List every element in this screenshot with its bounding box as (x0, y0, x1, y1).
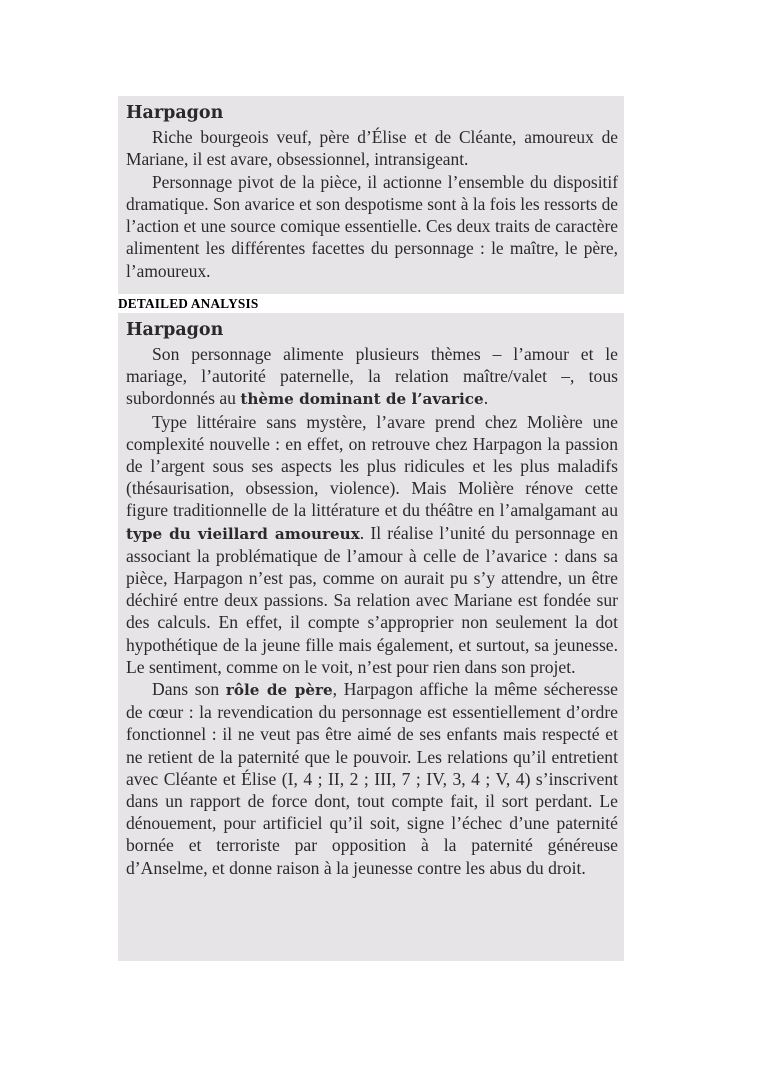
analysis-paragraph-1 (126, 343, 618, 411)
bold-phrase: thème dominant de l’avarice (240, 390, 484, 409)
character-heading: Harpagon (126, 320, 224, 340)
paragraph-text: Type littéraire sans mystère, l’avare prend chez Molière une complexité nouvelle : en effet, on retrouve chez Harpagon la passion de l’argent sous ses aspects les plus ridicules et les plus maladifs (thésaurisation, obsession, violence). Mais Molière rénove cette figure traditionnelle de la littérature et du théâtre en l’amalgamant au (126, 411, 618, 521)
analysis-paragraph-2 (126, 411, 618, 678)
paragraph-text: . (483, 388, 489, 409)
paragraph-text: . Il réalise l’unité du personnage en associant la problématique de l’amour à celle de l’avarice : dans sa pièce, Harpagon n’est pas, comme on aurait pu s’y attendre, un être déchiré entre deux passions. Sa relation avec Mariane est fondée sur des calculs. En effet, il compte s’approprier non seulement la dot hypothétique de la jeune fille mais également, et surtout, sa jeunesse. Le sentiment, comme on le voit, n’est pour rien dans son projet. (126, 522, 618, 677)
scanned-excerpt-summary (118, 96, 624, 294)
bold-phrase: type du vieillard amoureux (126, 524, 360, 543)
scanned-excerpt-analysis (118, 313, 624, 961)
analysis-paragraph-3 (126, 678, 618, 879)
paragraph-text: Son personnage alimente plusieurs thèmes – l’amour et le mariage, l’autorité paternelle, la relation maître/valet –, tous subordonnés au (126, 344, 618, 409)
section-caption: DETAILED ANALYSIS (118, 296, 259, 311)
paragraph-text: Dans son (152, 679, 226, 700)
summary-paragraph-2: Personnage pivot de la pièce, il actionne l’ensemble du dispositif dramatique. Son avarice et son despotisme sont à la fois les ressorts de l’action et une source comique essentielle. Ces deux traits de caractère alimentent les différentes facettes du personnage : le maître, le père, l’amoureux. (126, 171, 618, 281)
character-heading: Harpagon (126, 103, 224, 123)
summary-paragraph-1: Riche bourgeois veuf, père d’Élise et de Cléante, amoureux de Mariane, il est avare, obsessionnel, intransigeant. (126, 127, 618, 170)
paragraph-text: , Harpagon affiche la même sécheresse de cœur : la revendication du personnage est essentiellement d’ordre fonctionnel : il ne veut pas être aimé de ses enfants mais respecté et ne retient de la paternité que le pouvoir. Les relations qu’il entretient avec Cléante et Élise (I, 4 ; II, 2 ; III, 7 ; IV, 3, 4 ; V, 4) s’inscrivent dans un rapport de force dont, tout compte fait, il sort perdant. Le dénouement, pour artificiel qu’il soit, signe l’échec d’une paternité bornée et terroriste par opposition à la paternité généreuse d’Anselme, et donne raison à la jeunesse contre les abus du droit. (126, 679, 618, 878)
bold-phrase: rôle de père (225, 681, 333, 700)
